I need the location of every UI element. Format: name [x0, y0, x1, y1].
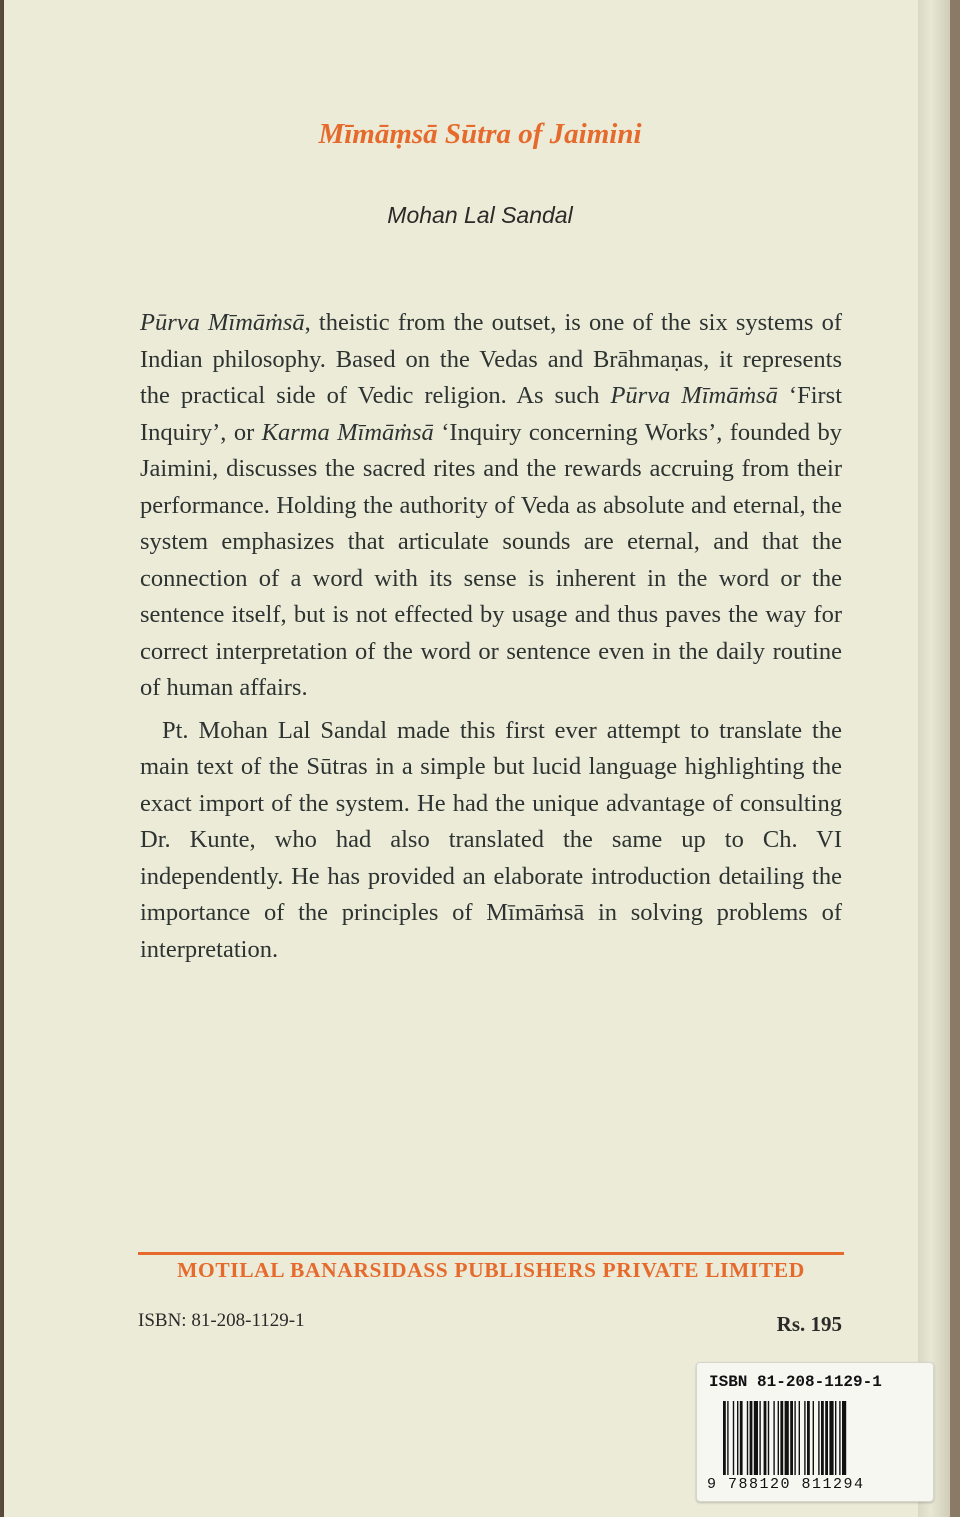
blurb-text-run: ‘Inquiry concerning Works’, founded by Jaimini, discusses the sacred rites and the rewards accruing from their performance. Holding the authority of Veda as absolute and eternal, the system emphasizes that articulate sounds are eternal, and that the connection of a word with its sense is inherent in the word or the sentence itself, but is not effected by usage and thus paves the way for correct interpretation of the word or sentence even in the daily routine of human affairs.	[140, 418, 842, 701]
blurb-text-run: ‘First Inquiry’, or	[140, 382, 843, 446]
book-title: Mīmāṃsā Sūtra of Jaimini	[318, 118, 642, 150]
blurb-paragraph-2: Pt. Mohan Lal Sandal made this first ever attempt to translate the main text of the Sūtras in a simple but lucid language highlighting the exact import of the system. He had the unique advantage of consulting Dr. Kunte, who had also translated the same up to Ch. VI independently. He has provided an elaborate introduction detailing the importance of the principles of Mīmāṁsā in solving problems of interpretation.	[140, 716, 842, 963]
blurb-italic-term: Pūrva Mīmāṁsā	[140, 309, 305, 336]
blurb-paragraph-1	[140, 305, 842, 707]
barcode-icon	[723, 1401, 907, 1475]
blurb-italic-term: Karma Mīmāṁsā	[261, 418, 434, 446]
blurb-italic-term: Pūrva Mīmāṁsā	[610, 382, 778, 409]
blurb-text	[140, 305, 842, 968]
blurb-text-run: , theistic from the outset, is one of the six systems of Indian philosophy. Based on the Vedas and Brāhmaṇas, it represents the practical side of Vedic religion. As such	[140, 309, 842, 409]
price-text: Rs. 195	[776, 1312, 842, 1336]
barcode-digits: 9 788120 811294	[707, 1476, 865, 1493]
isbn-text: ISBN: 81-208-1129-1	[138, 1310, 305, 1331]
book-author: Mohan Lal Sandal	[387, 202, 573, 228]
barcode-sticker	[696, 1362, 934, 1502]
publisher-divider	[138, 1252, 844, 1255]
publisher-name: MOTILAL BANARSIDASS PUBLISHERS PRIVATE LIMITED	[177, 1258, 805, 1282]
sticker-isbn: ISBN 81-208-1129-1	[709, 1373, 882, 1391]
